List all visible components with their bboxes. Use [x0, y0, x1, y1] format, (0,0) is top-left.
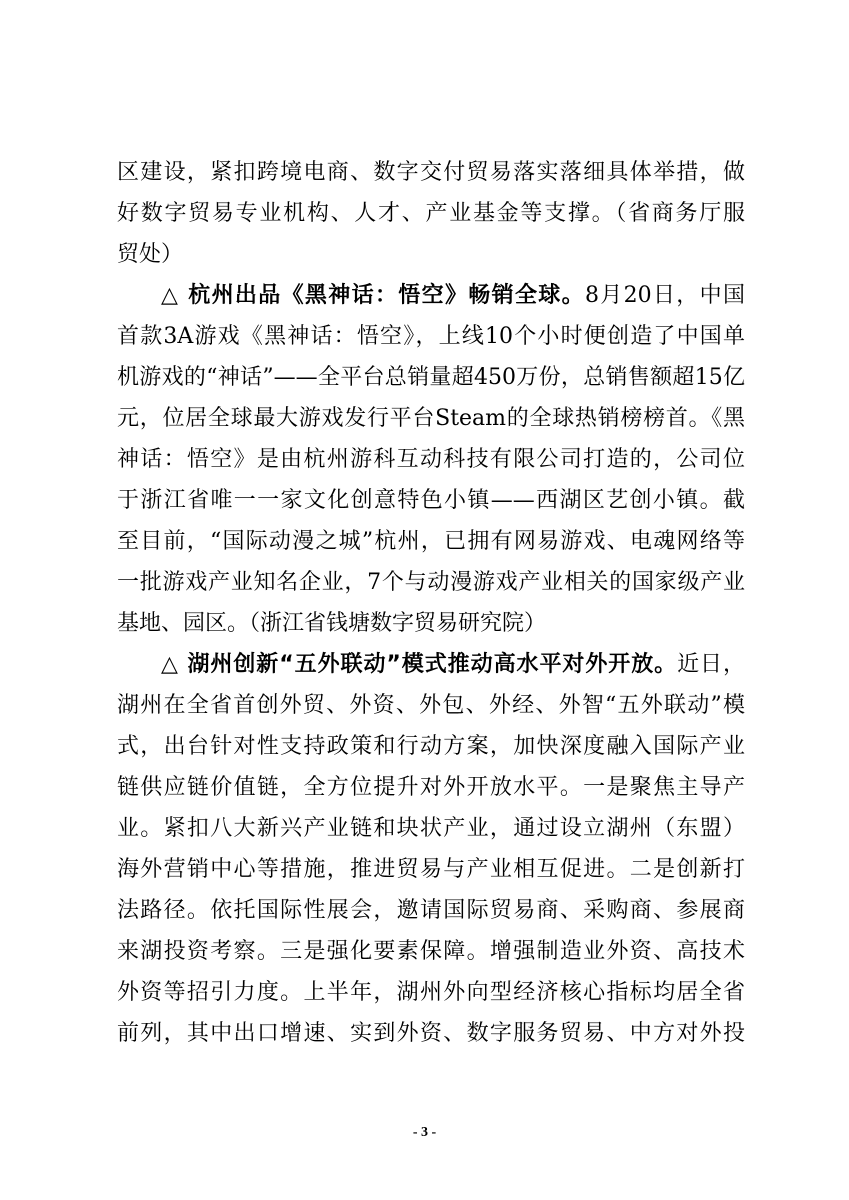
paragraph-line: 一批游戏产业知名企业，7个与动漫游戏产业相关的国家级产业: [117, 570, 745, 595]
paragraph-text: 近日，: [677, 652, 745, 677]
paragraph-line: 元，位居全球最大游戏发行平台Steam的全球热销榜榜首。《黑: [117, 406, 745, 431]
news-headline: △ 湖州创新“五外联动”模式推动高水平对外开放。: [161, 652, 678, 677]
paragraph-line: 贸处）: [117, 242, 184, 267]
news-headline: △ 杭州出品《黑神话：悟空》畅销全球。: [161, 283, 585, 308]
paragraph-line: 基地、园区。（浙江省钱塘数字贸易研究院）: [117, 611, 547, 636]
paragraph-line: 于浙江省唯一一家文化创意特色小镇——西湖区艺创小镇。截: [117, 488, 745, 513]
paragraph-line: 神话：悟空》是由杭州游科互动科技有限公司打造的，公司位: [117, 447, 745, 472]
paragraph-1: [117, 152, 745, 275]
paragraph-2: [117, 275, 745, 644]
paragraph-line: 湖州在全省首创外贸、外资、外包、外经、外智“五外联动”模: [117, 693, 745, 718]
paragraph-line: 外资等招引力度。上半年，湖州外向型经济核心指标均居全省: [117, 980, 745, 1005]
paragraph-line: 式，出台针对性支持政策和行动方案，加快深度融入国际产业: [117, 734, 745, 759]
paragraph-line: 区建设，紧扣跨境电商、数字交付贸易落实落细具体举措，做: [117, 160, 745, 185]
paragraph-line: 至目前，“国际动漫之城”杭州，已拥有网易游戏、电魂网络等: [117, 529, 745, 554]
paragraph-line: 业。紧扣八大新兴产业链和块状产业，通过设立湖州（东盟）: [117, 816, 745, 841]
paragraph-line: 来湖投资考察。三是强化要素保障。增强制造业外资、高技术: [117, 939, 745, 964]
paragraph-line: 海外营销中心等措施，推进贸易与产业相互促进。二是创新打: [117, 857, 745, 882]
paragraph-line: 法路径。依托国际性展会，邀请国际贸易商、采购商、参展商: [117, 898, 745, 923]
paragraph-3: [117, 644, 745, 1054]
paragraph-text: 8月20日，中国: [584, 283, 745, 308]
paragraph-line: 首款3A游戏《黑神话：悟空》，上线10个小时便创造了中国单: [117, 324, 745, 349]
page-number: - 3 -: [412, 1125, 437, 1140]
paragraph-line: 好数字贸易专业机构、人才、产业基金等支撑。（省商务厅服: [117, 201, 745, 226]
paragraph-line: 链供应链价值链，全方位提升对外开放水平。一是聚焦主导产: [117, 775, 745, 800]
paragraph-line: 前列，其中出口增速、实到外资、数字服务贸易、中方对外投: [117, 1021, 745, 1046]
paragraph-first-line: [117, 644, 745, 685]
paragraph-first-line: [117, 275, 745, 316]
document-body: [117, 152, 745, 1054]
paragraph-line: 机游戏的“神话”——全平台总销量超450万份，总销售额超15亿: [117, 365, 745, 390]
